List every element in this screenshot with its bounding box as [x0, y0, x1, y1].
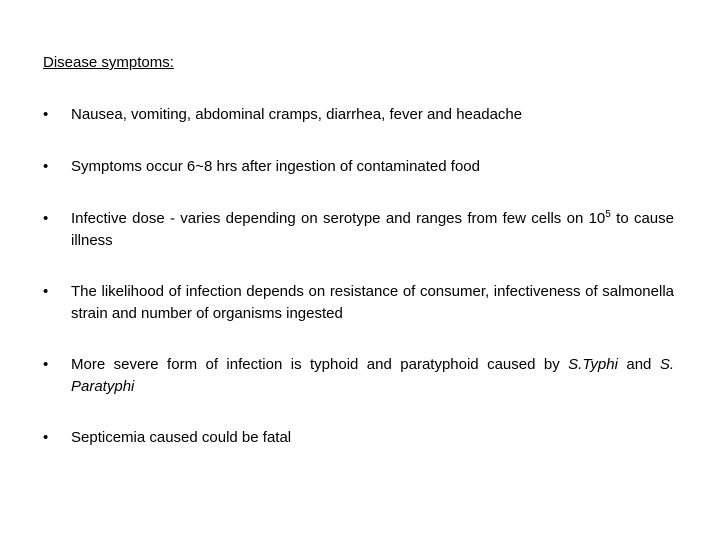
- bullet-icon: •: [43, 158, 49, 175]
- list-item-text: Septicemia caused could be fatal: [71, 429, 292, 446]
- infective-dose-text: Infective dose - varies depending on serotype and ranges from few cells on 10: [71, 210, 606, 227]
- bullet-icon: •: [43, 210, 49, 227]
- list-item-text: [71, 354, 674, 398]
- list-item-text: Nausea, vomiting, abdominal cramps, diarrhea, fever and headache: [71, 106, 523, 123]
- infective-dose-text-end: to cause illness: [71, 210, 674, 249]
- bullet-icon: •: [43, 106, 49, 123]
- list-item-text: [71, 208, 674, 252]
- bullet-icon: •: [43, 429, 49, 446]
- species-name-typhi: S.Typhi: [568, 356, 618, 373]
- typhoid-text: More severe form of infection is typhoid and paratyphoid caused by: [71, 356, 569, 373]
- bullet-icon: •: [43, 356, 49, 373]
- conjunction-text: and: [617, 356, 660, 373]
- page-title: Disease symptoms:: [43, 54, 174, 71]
- list-item-text: Symptoms occur 6~8 hrs after ingestion of contaminated food: [71, 158, 480, 175]
- bullet-icon: •: [43, 283, 49, 300]
- list-item-text: The likelihood of infection depends on resistance of consumer, infectiveness of salmonella strain and number of organisms ingested: [71, 283, 674, 322]
- exponent: 5: [605, 209, 611, 220]
- species-name-paratyphi: S. Paratyphi: [71, 356, 675, 395]
